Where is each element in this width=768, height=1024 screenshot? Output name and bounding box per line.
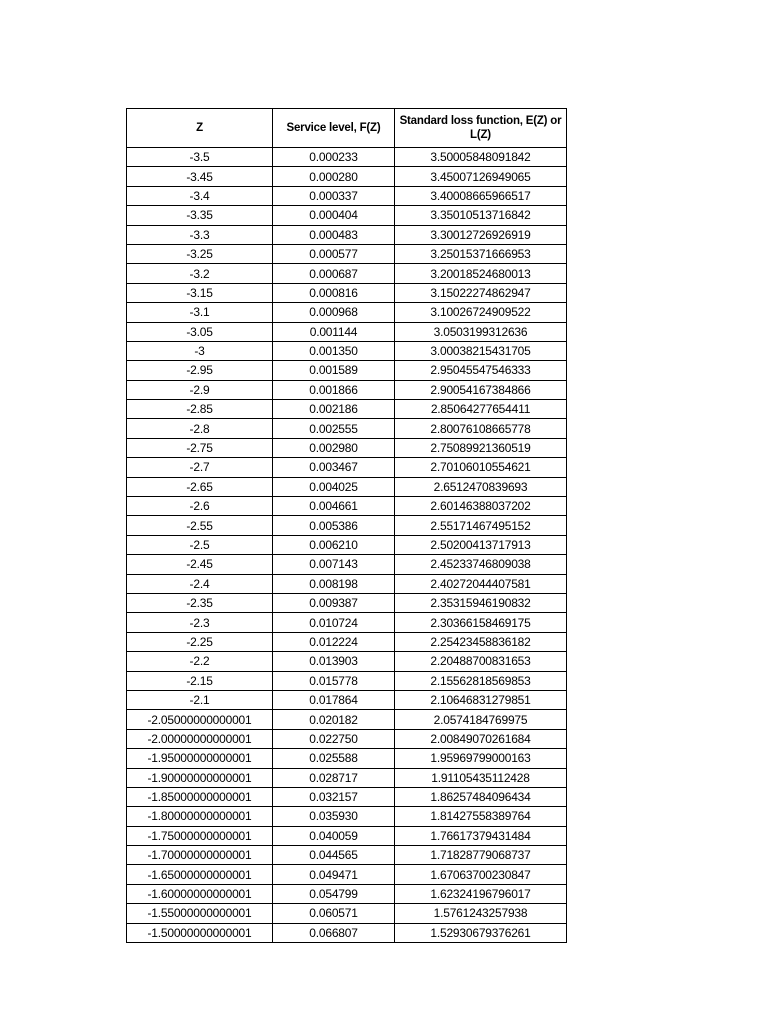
loss-function-cell: 2.30366158469175 [395, 613, 567, 632]
table-row [127, 904, 567, 923]
table-row [127, 710, 567, 729]
z-cell: -3.15 [127, 283, 273, 302]
loss-function-cell: 2.00849070261684 [395, 729, 567, 748]
z-cell: -3 [127, 341, 273, 360]
z-cell: -2.8 [127, 419, 273, 438]
service-level-cell: 0.000968 [273, 303, 395, 322]
service-level-cell: 0.004025 [273, 477, 395, 496]
table-row [127, 729, 567, 748]
z-cell: -2.95 [127, 361, 273, 380]
z-cell: -2.5 [127, 535, 273, 554]
loss-function-cell: 2.6512470839693 [395, 477, 567, 496]
loss-function-cell: 2.35315946190832 [395, 593, 567, 612]
table-row [127, 167, 567, 186]
loss-function-cell: 2.55171467495152 [395, 516, 567, 535]
service-level-cell: 0.000233 [273, 148, 395, 167]
service-level-cell: 0.013903 [273, 652, 395, 671]
table-header [127, 109, 567, 148]
table-row [127, 477, 567, 496]
table-row [127, 186, 567, 205]
loss-function-cell: 3.30012726926919 [395, 225, 567, 244]
table-row [127, 574, 567, 593]
loss-function-cell: 3.15022274862947 [395, 283, 567, 302]
loss-function-cell: 1.71828779068737 [395, 846, 567, 865]
service-level-cell: 0.000483 [273, 225, 395, 244]
service-level-cell: 0.006210 [273, 535, 395, 554]
loss-function-cell: 1.76617379431484 [395, 826, 567, 845]
service-level-cell: 0.035930 [273, 807, 395, 826]
service-level-cell: 0.044565 [273, 846, 395, 865]
loss-function-cell: 3.25015371666953 [395, 244, 567, 263]
loss-function-cell: 2.85064277654411 [395, 400, 567, 419]
z-cell: -1.75000000000001 [127, 826, 273, 845]
header-service-level: Service level, F(Z) [273, 109, 395, 148]
z-cell: -1.80000000000001 [127, 807, 273, 826]
loss-function-cell: 2.15562818569853 [395, 671, 567, 690]
table-row [127, 690, 567, 709]
header-z: Z [127, 109, 273, 148]
z-cell: -3.45 [127, 167, 273, 186]
table-row [127, 613, 567, 632]
z-cell: -2.45 [127, 555, 273, 574]
header-row [127, 109, 567, 148]
z-cell: -2.55 [127, 516, 273, 535]
z-cell: -2.6 [127, 497, 273, 516]
service-level-cell: 0.054799 [273, 884, 395, 903]
loss-function-cell: 2.40272044407581 [395, 574, 567, 593]
loss-function-cell: 3.10026724909522 [395, 303, 567, 322]
service-level-cell: 0.022750 [273, 729, 395, 748]
z-cell: -2.3 [127, 613, 273, 632]
table-row [127, 148, 567, 167]
loss-function-cell: 2.60146388037202 [395, 497, 567, 516]
loss-function-cell: 1.81427558389764 [395, 807, 567, 826]
table-row [127, 535, 567, 554]
service-level-cell: 0.028717 [273, 768, 395, 787]
z-cell: -2.00000000000001 [127, 729, 273, 748]
loss-function-cell: 2.75089921360519 [395, 438, 567, 457]
z-cell: -2.9 [127, 380, 273, 399]
z-cell: -1.90000000000001 [127, 768, 273, 787]
loss-function-cell: 2.70106010554621 [395, 458, 567, 477]
table-row [127, 303, 567, 322]
service-level-cell: 0.000816 [273, 283, 395, 302]
service-level-cell: 0.000337 [273, 186, 395, 205]
table-row [127, 206, 567, 225]
loss-function-cell: 3.00038215431705 [395, 341, 567, 360]
loss-function-cell: 1.95969799000163 [395, 749, 567, 768]
table-row [127, 283, 567, 302]
service-level-cell: 0.017864 [273, 690, 395, 709]
service-level-cell: 0.040059 [273, 826, 395, 845]
loss-function-cell: 2.90054167384866 [395, 380, 567, 399]
loss-function-cell: 1.86257484096434 [395, 787, 567, 806]
loss-function-cell: 1.62324196796017 [395, 884, 567, 903]
z-cell: -2.05000000000001 [127, 710, 273, 729]
loss-function-cell: 2.20488700831653 [395, 652, 567, 671]
loss-function-cell: 2.50200413717913 [395, 535, 567, 554]
z-cell: -3.3 [127, 225, 273, 244]
service-level-cell: 0.049471 [273, 865, 395, 884]
table-row [127, 652, 567, 671]
service-level-cell: 0.000404 [273, 206, 395, 225]
service-level-cell: 0.032157 [273, 787, 395, 806]
table-row [127, 632, 567, 651]
z-cell: -3.1 [127, 303, 273, 322]
table-row [127, 380, 567, 399]
table-row [127, 884, 567, 903]
table-row [127, 555, 567, 574]
service-level-cell: 0.008198 [273, 574, 395, 593]
service-level-cell: 0.001350 [273, 341, 395, 360]
loss-function-cell: 2.95045547546333 [395, 361, 567, 380]
z-cell: -2.7 [127, 458, 273, 477]
z-cell: -1.95000000000001 [127, 749, 273, 768]
service-level-cell: 0.020182 [273, 710, 395, 729]
table-body [127, 148, 567, 943]
service-level-cell: 0.001589 [273, 361, 395, 380]
table-row [127, 923, 567, 942]
table-row [127, 322, 567, 341]
table-row [127, 768, 567, 787]
service-level-cell: 0.066807 [273, 923, 395, 942]
header-standard-loss: Standard loss function, E(Z) or L(Z) [395, 109, 567, 148]
z-cell: -1.85000000000001 [127, 787, 273, 806]
service-level-cell: 0.002980 [273, 438, 395, 457]
service-level-cell: 0.001144 [273, 322, 395, 341]
table-row [127, 225, 567, 244]
service-level-cell: 0.015778 [273, 671, 395, 690]
table-row [127, 497, 567, 516]
service-level-cell: 0.003467 [273, 458, 395, 477]
z-cell: -3.25 [127, 244, 273, 263]
service-level-cell: 0.009387 [273, 593, 395, 612]
service-level-cell: 0.000577 [273, 244, 395, 263]
service-level-cell: 0.060571 [273, 904, 395, 923]
loss-function-cell: 3.0503199312636 [395, 322, 567, 341]
service-level-cell: 0.002186 [273, 400, 395, 419]
table-row [127, 516, 567, 535]
z-cell: -2.1 [127, 690, 273, 709]
table-row [127, 419, 567, 438]
z-cell: -3.4 [127, 186, 273, 205]
table-row [127, 593, 567, 612]
service-level-cell: 0.025588 [273, 749, 395, 768]
loss-function-cell: 2.10646831279851 [395, 690, 567, 709]
service-level-cell: 0.000280 [273, 167, 395, 186]
table-row [127, 749, 567, 768]
table-row [127, 341, 567, 360]
z-cell: -1.55000000000001 [127, 904, 273, 923]
z-cell: -2.75 [127, 438, 273, 457]
loss-function-cell: 3.20018524680013 [395, 264, 567, 283]
service-level-cell: 0.005386 [273, 516, 395, 535]
z-cell: -1.60000000000001 [127, 884, 273, 903]
z-cell: -3.05 [127, 322, 273, 341]
z-cell: -2.65 [127, 477, 273, 496]
table-row [127, 865, 567, 884]
z-cell: -1.65000000000001 [127, 865, 273, 884]
table-row [127, 826, 567, 845]
loss-function-cell: 2.25423458836182 [395, 632, 567, 651]
table-row [127, 787, 567, 806]
loss-function-cell: 3.50005848091842 [395, 148, 567, 167]
table-row [127, 264, 567, 283]
service-level-cell: 0.007143 [273, 555, 395, 574]
loss-function-cell: 2.45233746809038 [395, 555, 567, 574]
service-level-cell: 0.010724 [273, 613, 395, 632]
service-level-cell: 0.000687 [273, 264, 395, 283]
z-cell: -2.15 [127, 671, 273, 690]
loss-function-cell: 1.91105435112428 [395, 768, 567, 787]
loss-function-cell: 3.40008665966517 [395, 186, 567, 205]
z-cell: -2.35 [127, 593, 273, 612]
table-row [127, 361, 567, 380]
service-level-cell: 0.012224 [273, 632, 395, 651]
loss-function-cell: 1.5761243257938 [395, 904, 567, 923]
table-row [127, 807, 567, 826]
z-cell: -1.70000000000001 [127, 846, 273, 865]
table-row [127, 244, 567, 263]
loss-function-cell: 3.35010513716842 [395, 206, 567, 225]
z-cell: -3.2 [127, 264, 273, 283]
loss-function-cell: 2.80076108665778 [395, 419, 567, 438]
z-cell: -3.5 [127, 148, 273, 167]
z-cell: -2.2 [127, 652, 273, 671]
service-level-cell: 0.002555 [273, 419, 395, 438]
z-cell: -3.35 [127, 206, 273, 225]
table-row [127, 400, 567, 419]
loss-function-cell: 1.67063700230847 [395, 865, 567, 884]
z-cell: -2.4 [127, 574, 273, 593]
table-row [127, 671, 567, 690]
z-cell: -2.25 [127, 632, 273, 651]
table-row [127, 438, 567, 457]
loss-function-cell: 2.0574184769975 [395, 710, 567, 729]
table-row [127, 458, 567, 477]
service-level-cell: 0.004661 [273, 497, 395, 516]
standard-loss-table [126, 108, 567, 943]
service-level-cell: 0.001866 [273, 380, 395, 399]
loss-function-cell: 1.52930679376261 [395, 923, 567, 942]
z-cell: -2.85 [127, 400, 273, 419]
z-cell: -1.50000000000001 [127, 923, 273, 942]
loss-function-cell: 3.45007126949065 [395, 167, 567, 186]
table-row [127, 846, 567, 865]
